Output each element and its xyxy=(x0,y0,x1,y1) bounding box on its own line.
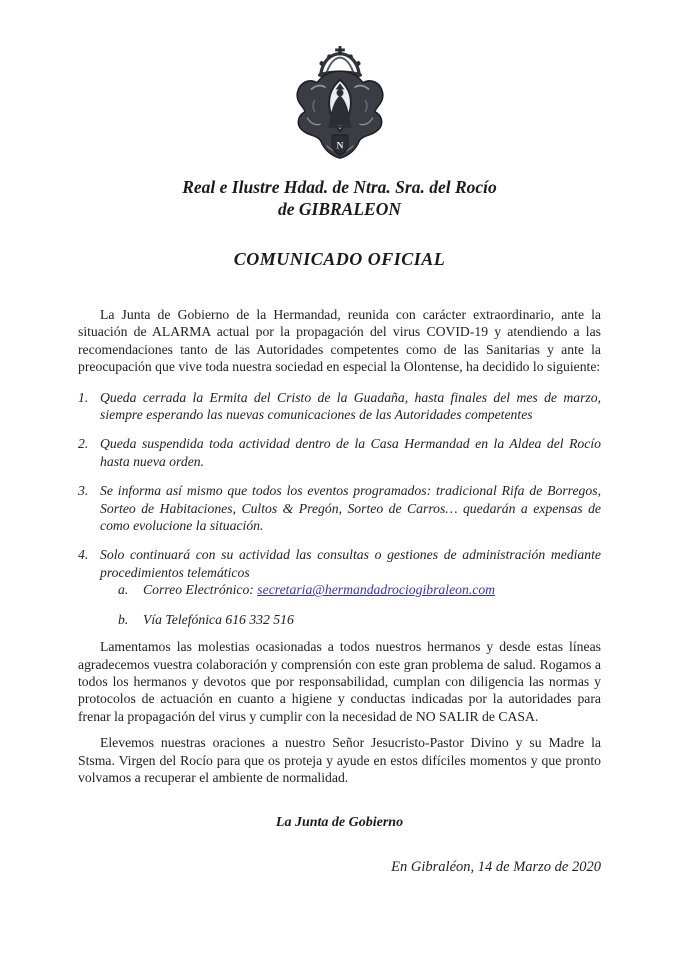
document-title: COMUNICADO OFICIAL xyxy=(233,249,446,269)
organization-title xyxy=(78,176,601,220)
list-item xyxy=(78,435,601,470)
sublist-letter: a. xyxy=(118,582,129,598)
thanks-paragraph: Lamentamos las molestias ocasionadas a todos nuestros hermanos y desde estas líneas agradecemos vuestra colaboración y comprensión con este gran problema de salud. Rogamos a todos los hermanos y devotos que por responsabilidad, cumplan con diligencia las normas y protocolos de actuación en cuanto a higiene y conductas indicadas por la autoridades para frenar la propagación del virus y cumplir con la necesidad de NO SALIR de CASA. xyxy=(78,639,601,724)
list-item xyxy=(78,389,601,424)
contact-phone-row xyxy=(118,611,601,628)
organization-title-line2: de GIBRALEON xyxy=(278,199,401,219)
resolutions-list xyxy=(78,389,601,628)
organization-title-line1: Real e Ilustre Hdad. de Ntra. Sra. del Rocío xyxy=(182,177,497,197)
list-item-text: Queda cerrada la Ermita del Cristo de la Guadaña, hasta finales del mes de marzo, siempre esperando las nuevas comunicaciones de las Autoridades competentes xyxy=(100,389,601,423)
list-item-text xyxy=(100,546,601,628)
prayer-paragraph: Elevemos nuestras oraciones a nuestro Señor Jesucristo-Pastor Divino y su Madre la Stsma. Virgen del Rocío para que os proteja y ayude en estos difíciles momentos y que pronto volvamos a recuperar el ambiente de normalidad. xyxy=(78,735,601,785)
emblem-container xyxy=(78,44,601,164)
list-item-number: 4. xyxy=(78,547,89,563)
dateline: En Gibraléon, 14 de Marzo de 2020 xyxy=(391,859,601,876)
list-item-number: 2. xyxy=(78,436,89,452)
list-item-number: 1. xyxy=(78,389,89,405)
email-link[interactable]: secretaria@hermandadrociogibraleon.com xyxy=(257,582,496,598)
contact-email-text xyxy=(143,581,495,598)
intro-paragraph: La Junta de Gobierno de la Hermandad, reunida con carácter extraordinario, ante la situación de ALARMA actual por la propagación del virus COVID-19 y atendiendo a las recomendaciones tanto de las Autoridades competentes como de las Sanitarias y ante la preocupación que vive toda nuestra sociedad en especial la Olontense, ha decidido lo siguiente: xyxy=(78,307,601,375)
emblem-shield-letter: N xyxy=(336,140,343,152)
contact-phone-text: Vía Telefónica 616 332 516 xyxy=(143,611,294,627)
contact-sublist xyxy=(118,581,601,628)
list-item-number: 3. xyxy=(78,483,89,499)
sublist-letter: b. xyxy=(118,611,129,627)
email-label: Correo Electrónico: xyxy=(143,582,258,598)
list-item-text-main: Solo continuará con su actividad las consultas o gestiones de administración mediante procedimientos telemáticos xyxy=(100,547,601,580)
contact-email-row xyxy=(118,581,601,598)
virgen-del-rocio-crest-icon xyxy=(282,44,398,164)
signature: La Junta de Gobierno xyxy=(275,815,404,831)
list-item-text: Se informa así mismo que todos los eventos programados: tradicional Rifa de Borregos, Sorteo de Habitaciones, Cultos & Pregón, Sorteo de Carros… quedarán a expensas de como evolucione la situación. xyxy=(100,483,601,534)
list-item xyxy=(78,546,601,628)
list-item-text: Queda suspendida toda actividad dentro de la Casa Hermandad en la Aldea del Rocío hasta nueva orden. xyxy=(100,436,601,469)
list-item xyxy=(78,482,601,534)
